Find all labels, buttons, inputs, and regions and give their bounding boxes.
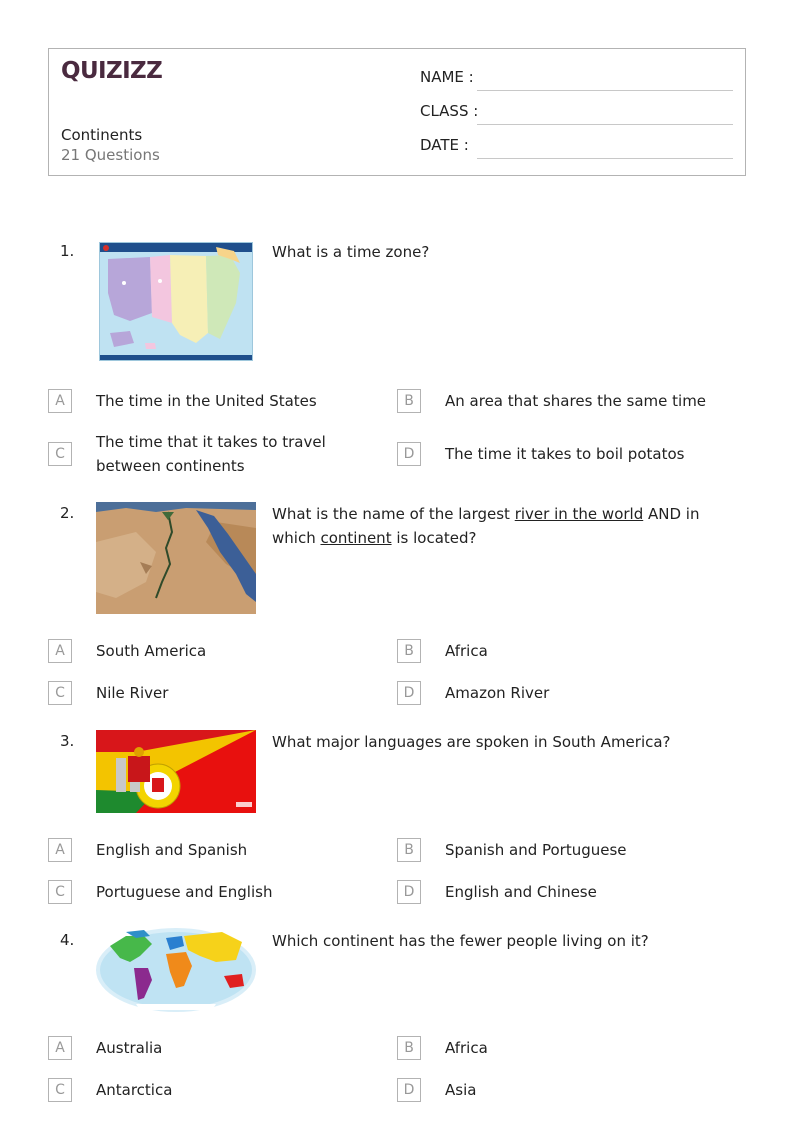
option-letter-box[interactable]: D [397, 1078, 421, 1102]
option-text: Australia [96, 1039, 163, 1057]
option-text: Antarctica [96, 1081, 173, 1099]
underlined-phrase: river in the world [514, 505, 644, 523]
worksheet-title: Continents [61, 126, 143, 144]
option-text: Portuguese and English [96, 883, 273, 901]
option-letter-box[interactable]: C [48, 880, 72, 904]
option-text: An area that shares the same time [445, 392, 707, 410]
nile-satellite-image [96, 502, 256, 614]
option-text: The time that it takes to travel between continents [96, 433, 326, 475]
quizizz-logo: QUIZIZZ [61, 58, 163, 84]
option-text: Africa [445, 642, 488, 660]
world-continents-map-image [96, 928, 256, 1012]
option-letter-box[interactable]: B [397, 639, 421, 663]
option-letter-box[interactable]: C [48, 442, 72, 466]
question-number: 1. [60, 242, 75, 260]
option-text: English and Spanish [96, 841, 248, 859]
class-label: CLASS : [420, 102, 479, 120]
option-letter-box[interactable]: B [397, 1036, 421, 1060]
date-line[interactable] [477, 158, 733, 159]
question-number: 3. [60, 732, 75, 750]
underlined-phrase: continent [320, 529, 392, 547]
option-letter-box[interactable]: B [397, 389, 421, 413]
question-text-part: What is the name of the largest [272, 505, 515, 523]
question-text-part: AND in which [272, 505, 700, 547]
name-line[interactable] [477, 90, 733, 91]
option-letter-box[interactable]: C [48, 1078, 72, 1102]
question-text [272, 502, 742, 550]
option-text: Spanish and Portuguese [445, 841, 627, 859]
question-number: 2. [60, 504, 75, 522]
option-letter-box[interactable]: D [397, 880, 421, 904]
spain-portugal-flag-image [96, 730, 256, 813]
option-letter-box[interactable]: D [397, 681, 421, 705]
option-text: The time it takes to boil potatos [445, 445, 685, 463]
option-letter-box[interactable]: B [397, 838, 421, 862]
question-count: 21 Questions [61, 146, 160, 164]
option-text: Africa [445, 1039, 488, 1057]
option-text: Asia [445, 1081, 477, 1099]
question-text: Which continent has the fewer people living on it? [272, 932, 649, 950]
class-line[interactable] [477, 124, 733, 125]
option-letter-box[interactable]: D [397, 442, 421, 466]
question-number: 4. [60, 931, 75, 949]
question-text: What major languages are spoken in South America? [272, 733, 671, 751]
option-text: South America [96, 642, 207, 660]
option-text: English and Chinese [445, 883, 597, 901]
option-letter-box[interactable]: C [48, 681, 72, 705]
option-letter-box[interactable]: A [48, 1036, 72, 1060]
question-text-part: is located? [391, 529, 477, 547]
us-time-zone-map-image [99, 242, 253, 361]
date-label: DATE : [420, 136, 469, 154]
name-label: NAME : [420, 68, 474, 86]
option-text: Amazon River [445, 684, 550, 702]
option-text: The time in the United States [96, 392, 317, 410]
option-text: Nile River [96, 684, 169, 702]
option-letter-box[interactable]: A [48, 639, 72, 663]
option-letter-box[interactable]: A [48, 838, 72, 862]
option-letter-box[interactable]: A [48, 389, 72, 413]
worksheet-header [48, 48, 746, 176]
question-text: What is a time zone? [272, 243, 430, 261]
